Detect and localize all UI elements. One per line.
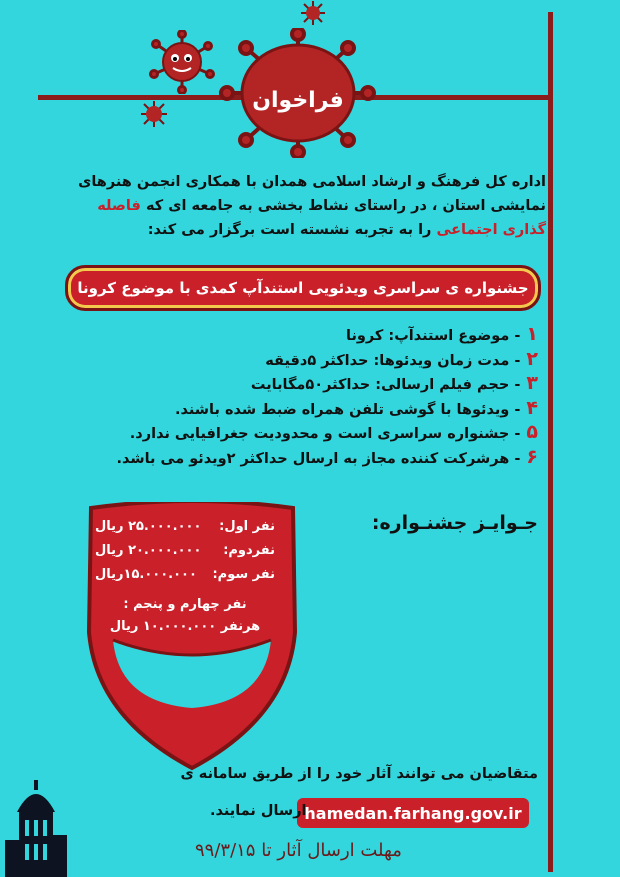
- rule-number: ۴: [526, 396, 538, 419]
- rule-text: - حجم فیلم ارسالی: حداکثر۵۰مگابایت: [250, 377, 521, 393]
- page-title: فراخوان: [252, 87, 344, 113]
- coronavirus-small-icon: [140, 100, 168, 128]
- list-item: [60, 371, 538, 396]
- prize-row: [95, 515, 275, 539]
- festival-banner: جشنواره ی سراسری ویدئویی استندآپ کمدی با موضوع کرونا: [65, 265, 541, 311]
- prize-table: [95, 515, 275, 587]
- rule-text: - جشنواره سراسری است و محدودیت جغرافیایی ندارد.: [129, 426, 521, 442]
- vertical-rule: [548, 12, 553, 872]
- list-item: [60, 396, 538, 421]
- coronavirus-small-icon: [300, 0, 326, 26]
- prize-row: [95, 539, 275, 563]
- prize-amount: ۱۵.۰۰۰.۰۰۰ریال: [95, 567, 197, 582]
- rule-number: ۳: [526, 372, 538, 394]
- submission-text: متقاضیان می توانند آثار خود را از طریق سامانه ی: [180, 766, 538, 782]
- send-text: ارسال نمایند.: [210, 803, 307, 819]
- prizes-heading: جـوایـز جشنـواره:: [371, 512, 538, 534]
- portal-link[interactable]: hamedan.farhang.gov.ir: [297, 798, 529, 828]
- prize-amount: هرنفر ۱۰.۰۰۰.۰۰۰ ریال: [109, 619, 261, 634]
- prize-label: نفر اول:: [219, 519, 275, 534]
- prize-fourth-fifth: [95, 594, 275, 638]
- intro-paragraph: [52, 170, 546, 242]
- prize-amount: ۲۰.۰۰۰.۰۰۰ ریال: [95, 543, 202, 558]
- list-item: [60, 445, 538, 470]
- intro-text-2: را به تجربه نشسته است برگزار می کند:: [147, 222, 432, 238]
- prize-row: [95, 563, 275, 587]
- prize-amount: ۲۵.۰۰۰.۰۰۰ ریال: [95, 519, 202, 534]
- list-item: [60, 420, 538, 445]
- coronavirus-face-icon: [148, 30, 216, 94]
- rule-number: ۶: [526, 445, 538, 468]
- rule-text: - هرشرکت کننده مجاز به ارسال حداکثر ۲ویدئو می باشد.: [116, 450, 521, 467]
- prize-label: نفر چهارم و پنجم :: [123, 597, 247, 612]
- list-item: [60, 322, 538, 347]
- rules-list: [60, 322, 538, 469]
- intro-highlight: فاصله گذاری اجتماعی: [97, 198, 546, 238]
- list-item: [60, 347, 538, 372]
- tower-icon: [5, 780, 67, 877]
- rule-text: - مدت زمان ویدئوها: حداکثر ۵دقیقه: [265, 352, 521, 369]
- deadline-text: مهلت ارسال آثار تا ۹۹/۳/۱۵: [195, 840, 402, 861]
- prize-label: نفردوم:: [223, 543, 275, 558]
- rule-number: ۱: [526, 323, 538, 345]
- rule-number: ۲: [526, 347, 538, 370]
- prize-label: نفر سوم:: [212, 567, 275, 582]
- rule-number: ۵: [526, 421, 538, 443]
- intro-text-1: اداره کل فرهنگ و ارشاد اسلامی همدان با همکاری انجمن هنرهای نمایشی استان ، در راستای نشاط بخشی به جامعه ای که: [78, 174, 546, 214]
- rule-text: - ویدئوها با گوشی تلفن همراه ضبط شده باشند.: [175, 401, 521, 418]
- rule-text: - موضوع استندآپ: کرونا: [346, 328, 521, 344]
